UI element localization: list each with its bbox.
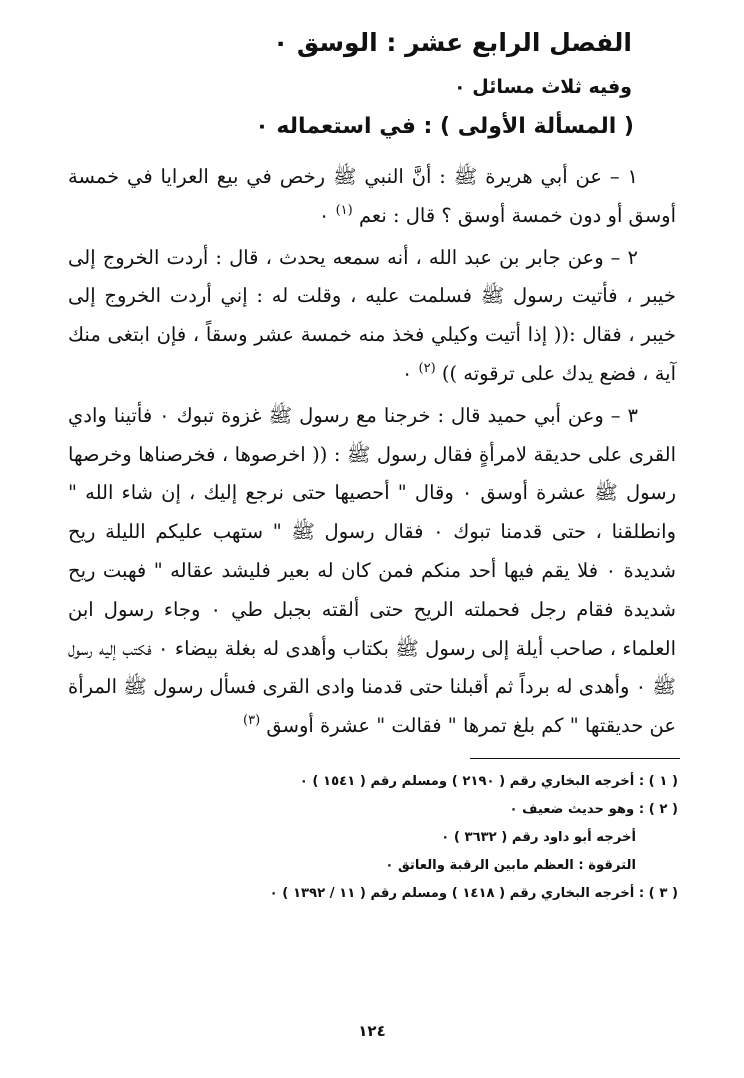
footnote-ref-2: (٢)	[418, 360, 436, 376]
paragraph-text: ١ – عن أبي هريرة ﷺ : أنَّ النبي ﷺ رخص في بيع العرايا في خمسة أوسق أو دون خمسة أوسق ؟ قال : نعم	[68, 165, 676, 227]
footnotes	[118, 768, 678, 908]
chapter-title: الفصل الرابع عشر : الوسق ٠	[272, 28, 632, 57]
hadith-paragraph-3	[68, 397, 676, 749]
hadith-paragraph-1	[68, 158, 676, 239]
issue-heading: ( المسألة الأولى ) : في استعماله ٠	[255, 114, 634, 139]
paragraph-tail: ٠	[318, 203, 336, 227]
paragraph-tail: ٠	[401, 361, 419, 385]
footnote-3: ( ٣ ) : أخرجه البخاري رقم ( ١٤١٨ ) ومسلم رقم ( ١١ / ١٣٩٢ ) ٠	[269, 886, 678, 901]
hadith-paragraph-2	[68, 239, 676, 397]
page-number: ١٢٤	[358, 1022, 386, 1040]
footnote-divider	[470, 758, 680, 759]
body-text	[68, 158, 676, 749]
issues-intro: وفيه ثلاث مسائل ٠	[454, 76, 632, 98]
paragraph-text: ٢ – وعن جابر بن عبد الله ، أنه سمعه يحدث ، قال : أردت الخروج إلى خيبر ، فأتيت رسول ﷺ فسلمت عليه ، وقلت له : إني أردت الخروج إلى خيبر ، فقال :(( إذا أتيت وكيلي فخذ منه خمسة عشر وسقاً ، فإن ابتغى منك آية ، فضع يدك على ترقوته ))	[68, 245, 676, 385]
paragraph-text: ٣ – وعن أبي حميد قال : خرجنا مع رسول ﷺ غزوة تبوك ٠ فأتينا وادي القرى على حديقة لامرأةٍ فقال رسول ﷺ : (( اخرصوها ، فخرصناها وخرصها رسول ﷺ عشرة أوسق ٠ وقال " أحصيها حتى نرجع إليك ، إن شاء الله " وانطلقنا ، حتى قدمنا تبوك ٠ فقال رسول ﷺ " ستهب عليكم الليلة ريح شديدة ٠ فلا يقم فيها أحد منكم فمن كان له بعير فليشد عقاله " فهبت ريح شديدة فقام رجل فحملته الريح حتى ألقته بجبل طي ٠ وجاء رسول ابن العلماء ، صاحب أيلة إلى رسول ﷺ بكتاب وأهدى له بغلة بيضاء ٠ فكتب إليه رسول ﷺ ٠ وأهدى له برداً ثم أقبلنا حتى قدمنا وادى القرى فسأل رسول ﷺ المرأة عن حديقتها " كم بلغ تمرها " فقالت " عشرة أوسق	[68, 403, 677, 738]
footnote-1: ( ١ ) : أخرجه البخاري رقم ( ٢١٩٠ ) ومسلم رقم ( ١٥٤١ ) ٠	[299, 774, 678, 789]
footnote-ref-1: (١)	[335, 202, 353, 218]
footnote-2-source: أخرجه أبو داود رقم ( ٣٦٣٢ ) ٠	[441, 830, 636, 845]
footnote-ref-3: (٣)	[243, 713, 261, 729]
footnote-2-gloss: الترقوة : العظم مابين الرقبة والعاتق ٠	[385, 858, 636, 873]
footnote-2: ( ٢ ) : وهو حديث ضعيف ٠	[509, 802, 678, 817]
